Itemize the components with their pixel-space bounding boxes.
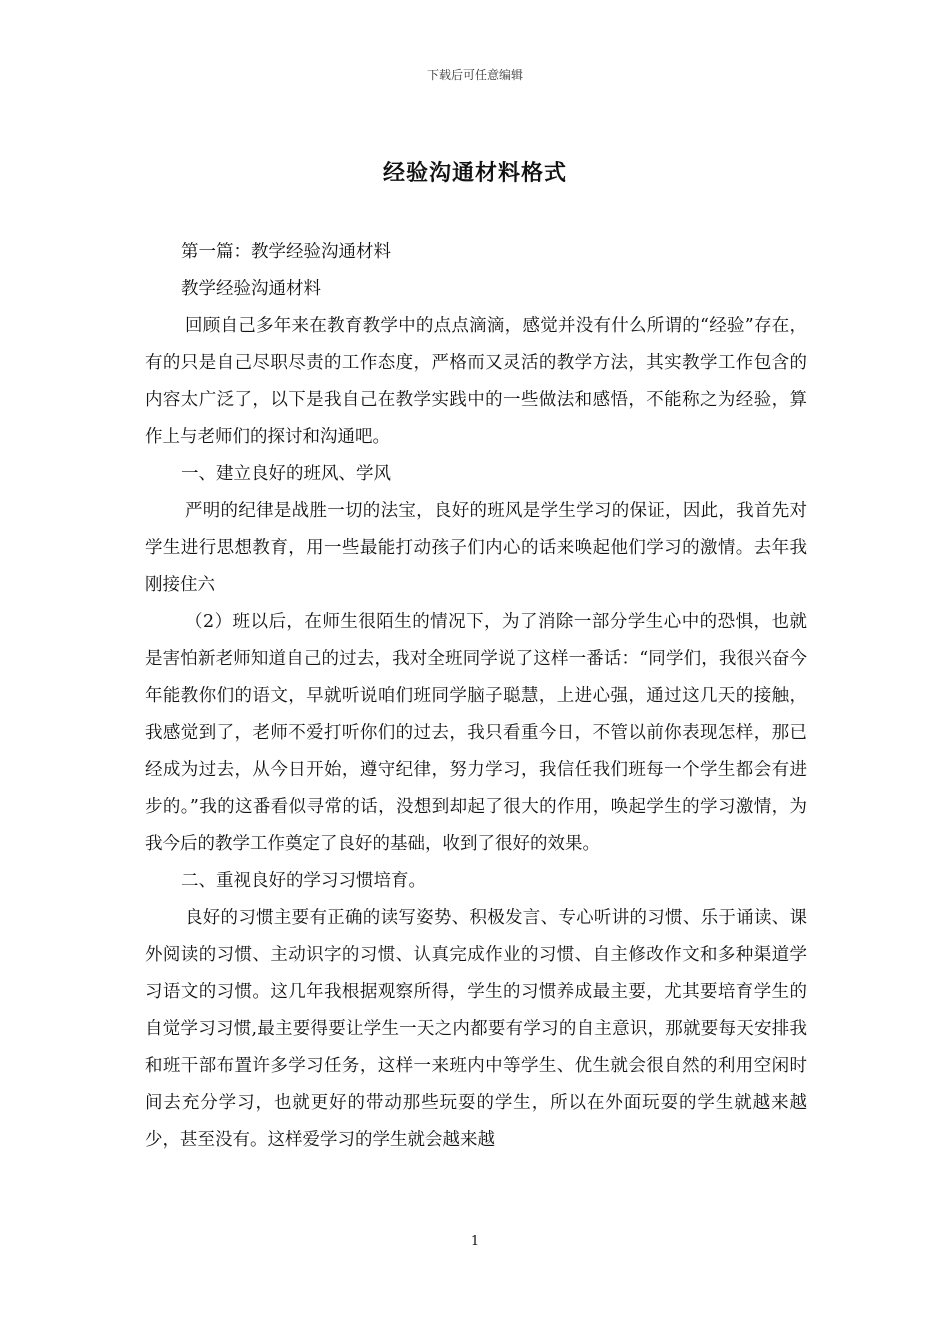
section-heading: 第一篇：教学经验沟通材料 — [181, 242, 391, 262]
document-title: 经验沟通材料格式 — [382, 160, 567, 186]
paragraph: 良好的习惯主要有正确的读写姿势、积极发言、专心听讲的习惯、乐于诵读、课外阅读的习惯、主动识字的习惯、认真完成作业的习惯、自主修改作文和多种渠道学习语文的习惯。这几年我根据观察所得，学生的习惯养成最主要，尤其要培育学生的自觉学习习惯,最主要得要让学生一天之内都要有学习的自主意识，那就要每天安排我和班干部布置许多学习任务，这样一来班内中等学生、优生就会很自然的利用空闲时间去充分学习，也就更好的带动那些玩耍的学生，所以在外面玩耍的学生就越来越少，甚至没有。这样爱学习的学生就会越来越 — [145, 908, 807, 1150]
paragraph: （2）班以后，在师生很陌生的情况下，为了消除一部分学生心中的恐惧，也就是害怕新老师知道自己的过去，我对全班同学说了这样一番话：“同学们，我很兴奋今年能教你们的语文，早就听说咱们班同学脑子聪慧，上进心强，通过这几天的接触，我感觉到了，老师不爱打听你们的过去，我只看重今日，不管以前你表现怎样，那已经成为过去，从今日开始，遵守纪律，努力学习，我信任我们班每一个学生都会有进步的。”我的这番看似寻常的话，没想到却起了很大的作用，唤起学生的学习激情，为我今后的教学工作奠定了良好的基础，收到了很好的效果。 — [145, 612, 807, 854]
section-heading: 二、重视良好的学习习惯培育。 — [181, 871, 426, 891]
document-body — [145, 234, 807, 1159]
page-number: 1 — [470, 1234, 480, 1249]
paragraph: 回顾自己多年来在教育教学中的点点滴滴，感觉并没有什么所谓的“经验”存在，有的只是自己尽职尽责的工作态度，严格而又灵活的教学方法，其实教学工作包含的内容太广泛了，以下是我自己在教学实践中的一些做法和感悟，不能称之为经验，算作上与老师们的探讨和沟通吧。 — [145, 316, 807, 447]
page-header-note: 下载后可任意编辑 — [426, 68, 523, 82]
paragraph: 严明的纪律是战胜一切的法宝，良好的班风是学生学习的保证，因此，我首先对学生进行思想教育，用一些最能打动孩子们内心的话来唤起他们学习的激情。去年我刚接住六 — [145, 501, 807, 595]
section-heading: 一、建立良好的班风、学风 — [181, 464, 391, 484]
subtitle: 教学经验沟通材料 — [181, 279, 321, 299]
